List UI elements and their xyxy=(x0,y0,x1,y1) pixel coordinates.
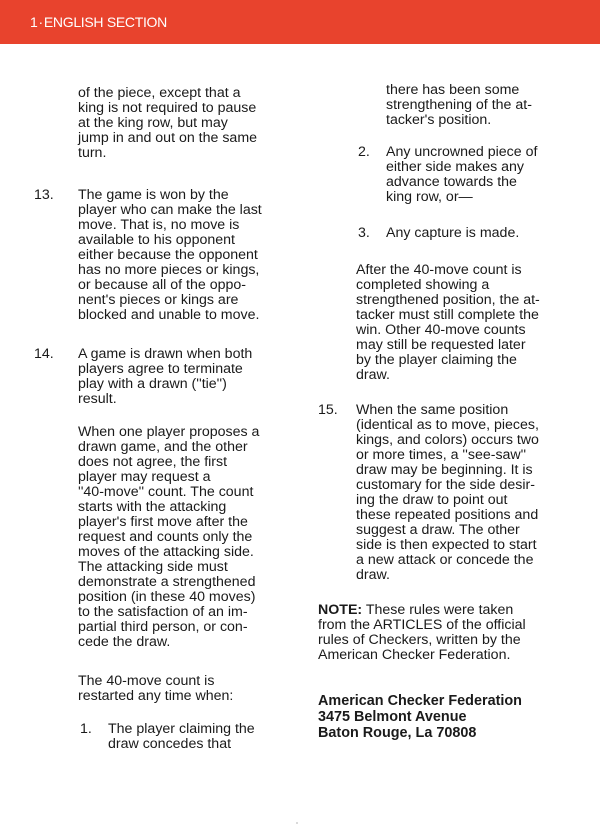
text-line: play with a drawn (''tie'') xyxy=(78,376,227,392)
mailing-address xyxy=(318,693,568,741)
text-line: draw. xyxy=(356,367,390,383)
rule-14-paragraph-2 xyxy=(36,425,288,650)
text-line: king row, or— xyxy=(386,189,473,205)
address-line: American Checker Federation xyxy=(318,693,522,709)
note-paragraph xyxy=(318,603,568,663)
page-number: 1 xyxy=(30,14,38,30)
text-line: draw. xyxy=(356,567,390,583)
right-column xyxy=(318,83,568,741)
text-line: at the king row, but may xyxy=(78,115,228,131)
text-line: players agree to terminate xyxy=(78,361,243,377)
text-line: either because the opponent xyxy=(78,247,258,263)
address-line: Baton Rouge, La 70808 xyxy=(318,725,477,741)
text-line: or more times, a ''see-saw'' xyxy=(356,447,527,463)
text-line: kings, and colors) occurs two xyxy=(356,432,539,448)
text-line: draw may be beginning. It is xyxy=(356,462,533,478)
text-line: these repeated positions and xyxy=(356,507,539,523)
text-line: there has been some xyxy=(386,82,520,98)
text-line: of the piece, except that a xyxy=(78,85,241,101)
text-line: nent's pieces or kings are xyxy=(78,292,239,308)
text-line: starts with the attacking xyxy=(78,499,227,515)
sub-item-number: 1. xyxy=(80,721,92,737)
address-line: 3475 Belmont Avenue xyxy=(318,709,467,725)
text-line: player who can make the last xyxy=(78,202,262,218)
text-line: available to his opponent xyxy=(78,232,235,248)
text-line: king is not required to pause xyxy=(78,100,257,116)
text-line: Any uncrowned piece of xyxy=(386,144,538,160)
text-line: win. Other 40-move counts xyxy=(356,322,526,338)
text-line: rules of Checkers, written by the xyxy=(318,632,521,648)
text-line: The 40-move count is xyxy=(78,673,215,689)
text-line: or because all of the oppo- xyxy=(78,277,246,293)
text-line: completed showing a xyxy=(356,277,490,293)
text-line: The player claiming the xyxy=(108,721,255,737)
text-line: does not agree, the first xyxy=(78,454,228,470)
text-line: After the 40-move count is xyxy=(356,262,522,278)
text-line: restarted any time when: xyxy=(78,688,234,704)
text-line: The game is won by the xyxy=(78,187,229,203)
page-header xyxy=(30,14,167,30)
text-line: has no more pieces or kings, xyxy=(78,262,260,278)
text-line: side is then expected to start xyxy=(356,537,537,553)
rule-number: 15. xyxy=(318,402,338,418)
text-line: A game is drawn when both xyxy=(78,346,253,362)
text-line: may still be requested later xyxy=(356,337,526,353)
rule-13 xyxy=(36,188,288,323)
text-line: turn. xyxy=(78,145,107,161)
text-line: blocked and unable to move. xyxy=(78,307,260,323)
text-line: from the ARTICLES of the official xyxy=(318,617,526,633)
text-line: ing the draw to point out xyxy=(356,492,508,508)
text-line: move. That is, no move is xyxy=(78,217,240,233)
text-line: strengthening of the at- xyxy=(386,97,532,113)
sub-item-number: 2. xyxy=(358,144,370,160)
text-line: request and counts only the xyxy=(78,529,253,545)
paper-speck xyxy=(296,822,298,824)
sub-item-number: 3. xyxy=(358,225,370,241)
text-line: These rules were taken xyxy=(362,602,514,618)
text-line: ''40-move'' count. The count xyxy=(78,484,254,500)
text-line: Any capture is made. xyxy=(386,225,520,241)
text-line: position (in these 40 moves) xyxy=(78,589,256,605)
text-line: demonstrate a strengthened xyxy=(78,574,256,590)
text-line: by the player claiming the xyxy=(356,352,517,368)
text-line: American Checker Federation. xyxy=(318,647,511,663)
rule-number: 14. xyxy=(34,346,54,362)
sub-item-2 xyxy=(318,145,568,205)
text-line: draw concedes that xyxy=(108,736,232,752)
text-line: player's first move after the xyxy=(78,514,248,530)
sub-item-1-continuation xyxy=(318,83,568,128)
text-line: cede the draw. xyxy=(78,634,171,650)
text-line: When one player proposes a xyxy=(78,424,260,440)
text-line: moves of the attacking side. xyxy=(78,544,254,560)
after-count-paragraph xyxy=(318,263,568,383)
text-line: partial third person, or con- xyxy=(78,619,248,635)
text-line: player may request a xyxy=(78,469,211,485)
header-band xyxy=(0,0,600,44)
text-line: (identical as to move, pieces, xyxy=(356,417,539,433)
text-line: result. xyxy=(78,391,117,407)
note-first-line xyxy=(318,603,568,618)
text-line: When the same position xyxy=(356,402,509,418)
text-line: to the satisfaction of an im- xyxy=(78,604,248,620)
text-line: customary for the side desir- xyxy=(356,477,535,493)
header-separator: · xyxy=(38,14,43,30)
text-line: either side makes any xyxy=(386,159,525,175)
text-line: strengthened position, the at- xyxy=(356,292,540,308)
text-line: a new attack or concede the xyxy=(356,552,534,568)
rule-number: 13. xyxy=(34,187,54,203)
rule-14 xyxy=(36,347,288,407)
text-line: advance towards the xyxy=(386,174,517,190)
sub-item-1 xyxy=(36,722,288,752)
text-line: drawn game, and the other xyxy=(78,439,248,455)
rule-14-paragraph-3 xyxy=(36,674,288,704)
text-line: The attacking side must xyxy=(78,559,228,575)
left-column xyxy=(36,86,288,752)
rule-15 xyxy=(318,403,568,583)
text-line: tacker must still complete the xyxy=(356,307,539,323)
sub-item-3 xyxy=(318,226,568,241)
text-line: jump in and out on the same xyxy=(78,130,258,146)
section-title: ENGLISH SECTION xyxy=(43,14,167,30)
note-label: NOTE: xyxy=(318,602,363,618)
text-line: suggest a draw. The other xyxy=(356,522,520,538)
text-line: tacker's position. xyxy=(386,112,492,128)
continuation-paragraph xyxy=(36,86,288,161)
